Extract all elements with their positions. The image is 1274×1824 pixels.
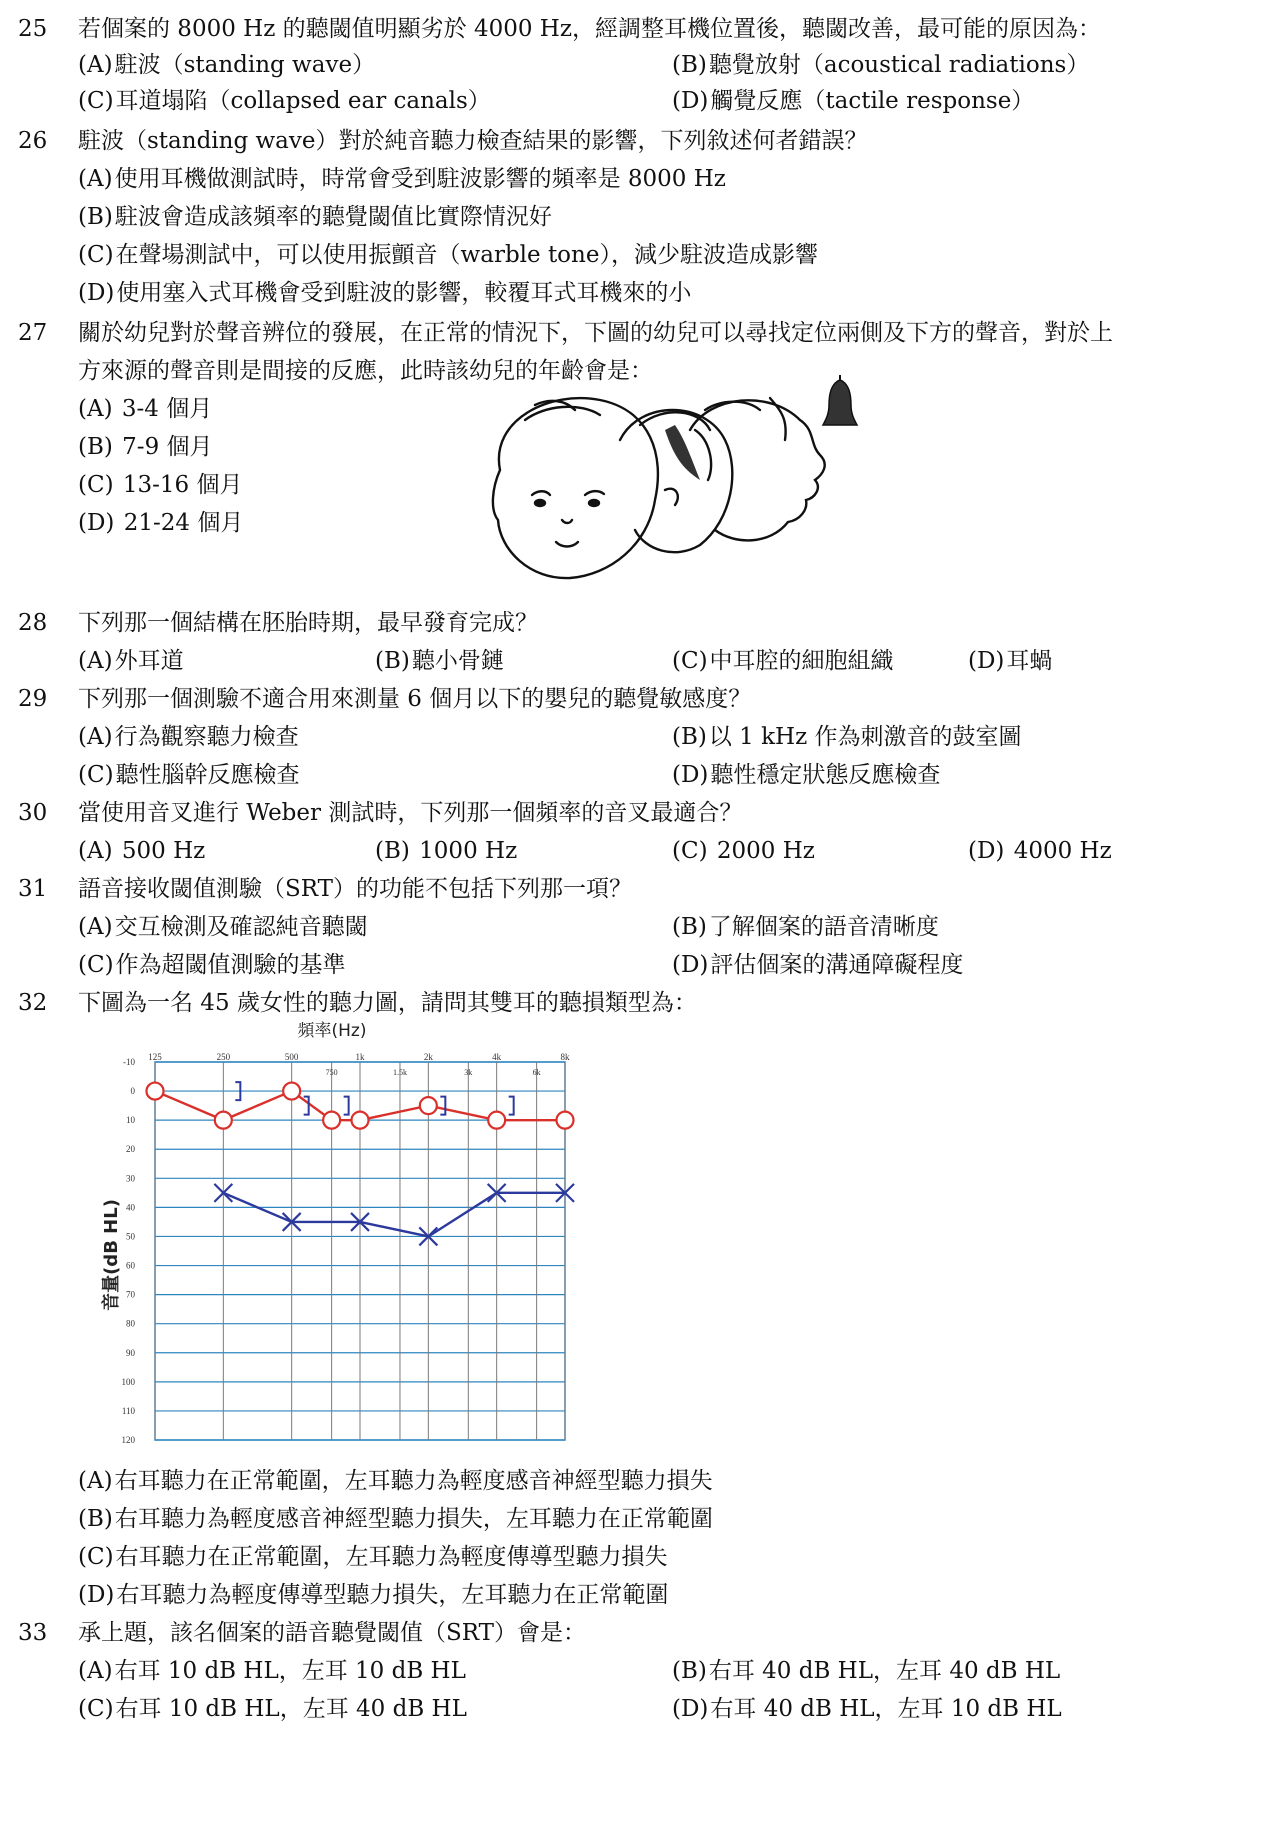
- option-d[interactable]: (D)觸覺反應（tactile response）: [672, 88, 1035, 114]
- option-b[interactable]: (B) 1000 Hz: [375, 838, 518, 864]
- question-stem: 駐波（standing wave）對於純音聽力檢查結果的影響，下列敘述何者錯誤？: [78, 128, 868, 154]
- data-point-circle: [352, 1112, 369, 1129]
- y-tick-label: 70: [126, 1289, 135, 1300]
- data-point-circle: [215, 1112, 232, 1129]
- option-b[interactable]: (B) 7-9 個月: [78, 434, 213, 460]
- question-number: 26: [18, 128, 48, 154]
- option-c[interactable]: (C)右耳 10 dB HL，左耳 40 dB HL: [78, 1696, 467, 1722]
- option-a[interactable]: (A)交互檢測及確認純音聽閾: [78, 914, 368, 940]
- option-a[interactable]: (A)行為觀察聽力檢查: [78, 724, 299, 750]
- option-d[interactable]: (D)耳蝸: [968, 648, 1053, 674]
- x-tick-label: 125: [148, 1052, 162, 1062]
- option-c[interactable]: (C)聽性腦幹反應檢查: [78, 762, 300, 788]
- option-c[interactable]: (C)耳道塌陷（collapsed ear canals）: [78, 88, 491, 114]
- question-number: 32: [18, 990, 48, 1016]
- option-c[interactable]: (C)右耳聽力在正常範圍，左耳聽力為輕度傳導型聽力損失: [78, 1544, 668, 1570]
- x-tick-label: 8k: [560, 1052, 570, 1062]
- option-b[interactable]: (B)了解個案的語音清晰度: [672, 914, 939, 940]
- option-d[interactable]: (D) 4000 Hz: [968, 838, 1112, 864]
- question-number: 25: [18, 16, 48, 42]
- y-tick-labels: [122, 1057, 136, 1445]
- y-tick-label: 60: [126, 1260, 135, 1271]
- question-stem: 下列那一個結構在胚胎時期，最早發育完成？: [78, 610, 538, 636]
- x-tick-label-mid: 1.5k: [392, 1068, 407, 1077]
- option-a[interactable]: (A)外耳道: [78, 648, 184, 674]
- question-stem: 當使用音叉進行 Weber 測試時，下列那一個頻率的音叉最適合？: [78, 800, 743, 826]
- y-tick-label: 90: [126, 1347, 135, 1358]
- y-tick-label: 0: [130, 1086, 135, 1097]
- option-d[interactable]: (D) 21-24 個月: [78, 510, 244, 536]
- y-tick-label: 20: [126, 1144, 135, 1155]
- x-tick-label-mid: 3k: [464, 1068, 473, 1077]
- question-number: 28: [18, 610, 48, 636]
- question-stem-continued: 方來源的聲音則是間接的反應，此時該幼兒的年齡會是：: [78, 358, 653, 384]
- option-a[interactable]: (A)使用耳機做測試時，時常會受到駐波影響的頻率是 8000 Hz: [78, 166, 726, 192]
- x-tick-label: 250: [216, 1052, 231, 1062]
- option-a[interactable]: (A)駐波（standing wave）: [78, 52, 376, 78]
- data-point-circle: [488, 1112, 505, 1129]
- option-a[interactable]: (A)右耳聽力在正常範圍，左耳聽力為輕度感音神經型聽力損失: [78, 1468, 713, 1494]
- y-tick-label: 10: [126, 1115, 135, 1126]
- x-tick-label: 2k: [423, 1052, 433, 1062]
- option-c[interactable]: (C) 13-16 個月: [78, 472, 243, 498]
- option-c[interactable]: (C)中耳腔的細胞組織: [672, 648, 894, 674]
- question-number: 29: [18, 686, 48, 712]
- option-d[interactable]: (D)右耳 40 dB HL，左耳 10 dB HL: [672, 1696, 1062, 1722]
- y-axis-label: 音量(dB HL): [101, 1199, 122, 1311]
- data-point-circle: [557, 1112, 574, 1129]
- y-tick-label: 120: [121, 1435, 135, 1445]
- data-point-circle: [147, 1083, 164, 1100]
- option-b[interactable]: (B)右耳聽力為輕度感音神經型聽力損失，左耳聽力在正常範圍: [78, 1506, 713, 1532]
- question-stem: 下圖為一名 45 歲女性的聽力圖，請問其雙耳的聽損類型為：: [78, 990, 697, 1016]
- question-stem: 若個案的 8000 Hz 的聽閾值明顯劣於 4000 Hz，經調整耳機位置後，聽閾改善，最可能的原因為：: [78, 16, 1101, 42]
- y-tick-label: 100: [121, 1376, 135, 1387]
- question-number: 31: [18, 876, 48, 902]
- option-c[interactable]: (C) 2000 Hz: [672, 838, 815, 864]
- option-c[interactable]: (C)在聲場測試中，可以使用振顫音（warble tone），減少駐波造成影響: [78, 242, 818, 268]
- option-b[interactable]: (B)右耳 40 dB HL，左耳 40 dB HL: [672, 1658, 1061, 1684]
- question-stem: 承上題，該名個案的語音聽覺閾值（SRT）會是：: [78, 1620, 587, 1646]
- option-c[interactable]: (C)作為超閾值測驗的基準: [78, 952, 346, 978]
- question-stem: 關於幼兒對於聲音辨位的發展，在正常的情況下，下圖的幼兒可以尋找定位兩側及下方的聲音，對於上: [78, 320, 1113, 346]
- option-b[interactable]: (B)駐波會造成該頻率的聽覺閾值比實際情況好: [78, 204, 552, 230]
- option-d[interactable]: (D)使用塞入式耳機會受到駐波的影響，較覆耳式耳機來的小: [78, 280, 692, 306]
- x-tick-label: 4k: [492, 1052, 502, 1062]
- y-tick-label: 30: [126, 1173, 135, 1184]
- option-b[interactable]: (B)以 1 kHz 作為刺激音的鼓室圖: [672, 724, 1022, 750]
- y-tick-label: 50: [126, 1231, 135, 1242]
- bell-icon: [820, 375, 860, 435]
- y-tick-label: -10: [123, 1057, 135, 1067]
- question-stem: 語音接收閾值測驗（SRT）的功能不包括下列那一項？: [78, 876, 633, 902]
- question-stem: 下列那一個測驗不適合用來測量 6 個月以下的嬰兒的聽覺敏感度？: [78, 686, 752, 712]
- x-tick-label: 500: [284, 1052, 299, 1062]
- hair-shading: [665, 425, 700, 480]
- y-tick-label: 80: [126, 1318, 135, 1329]
- option-a[interactable]: (A) 3-4 個月: [78, 396, 213, 422]
- chart-title: 頻率(Hz): [297, 1021, 367, 1041]
- option-b[interactable]: (B)聽小骨鏈: [375, 648, 504, 674]
- option-d[interactable]: (D)評估個案的溝通障礙程度: [672, 952, 964, 978]
- option-a[interactable]: (A)右耳 10 dB HL，左耳 10 dB HL: [78, 1658, 466, 1684]
- option-d[interactable]: (D)右耳聽力為輕度傳導型聽力損失，左耳聽力在正常範圍: [78, 1582, 669, 1608]
- x-tick-label-mid: 6k: [532, 1068, 541, 1077]
- question-number: 30: [18, 800, 48, 826]
- option-a[interactable]: (A) 500 Hz: [78, 838, 206, 864]
- data-point-circle: [420, 1097, 437, 1114]
- data-point-circle: [323, 1112, 340, 1129]
- audiogram-chart: [95, 1010, 575, 1450]
- y-tick-label: 110: [121, 1405, 135, 1416]
- question-number: 27: [18, 320, 48, 346]
- data-point-circle: [283, 1083, 300, 1100]
- x-tick-label: 1k: [355, 1052, 365, 1062]
- option-d[interactable]: (D)聽性穩定狀態反應檢查: [672, 762, 941, 788]
- option-b[interactable]: (B)聽覺放射（acoustical radiations）: [672, 52, 1090, 78]
- x-tick-label-mid: 750: [325, 1068, 338, 1077]
- question-number: 33: [18, 1620, 48, 1646]
- y-tick-label: 40: [126, 1202, 135, 1213]
